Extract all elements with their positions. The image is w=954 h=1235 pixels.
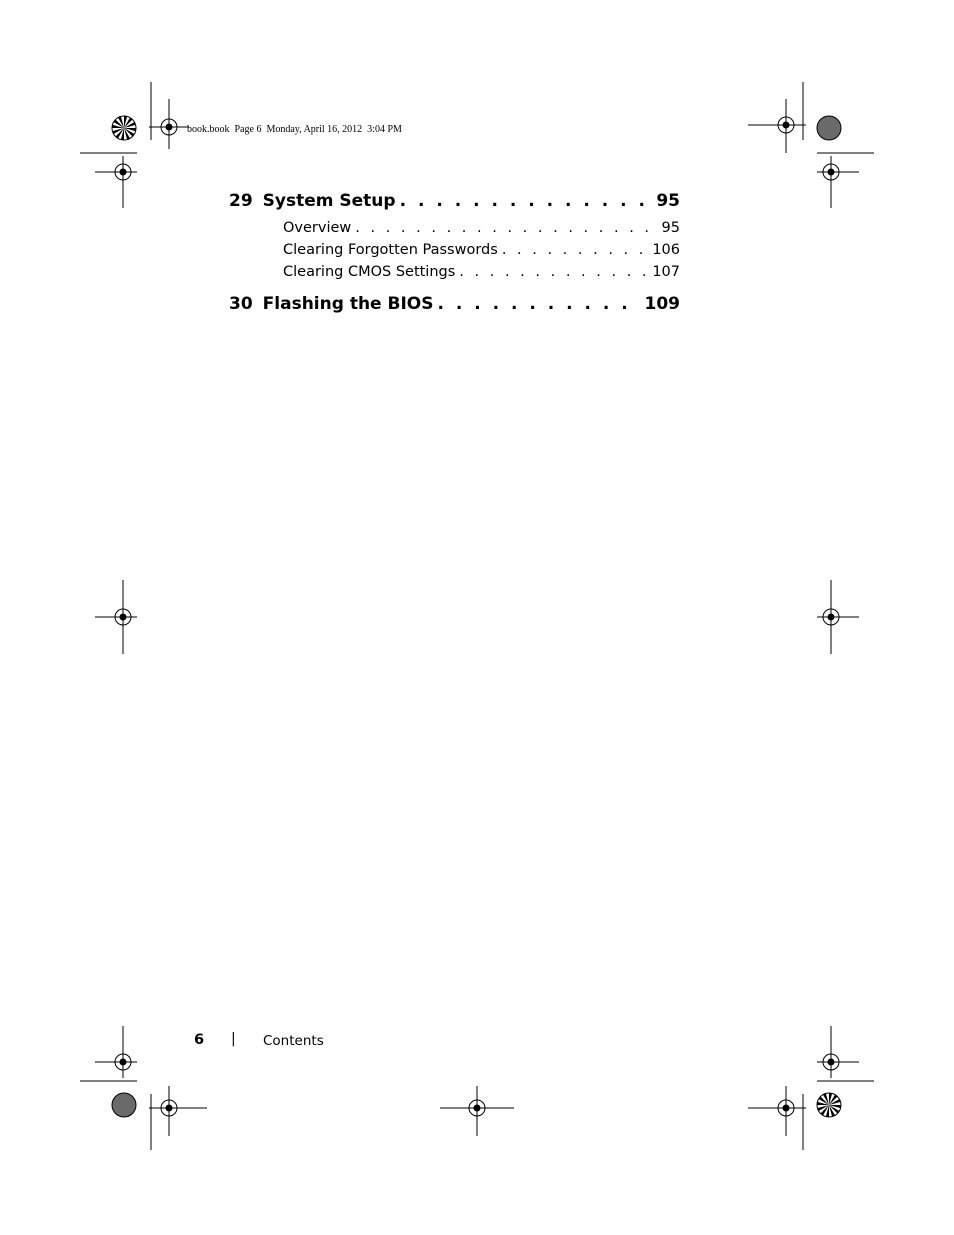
section-page: 107: [652, 264, 680, 280]
footer-section-label: Contents: [263, 1033, 324, 1049]
leader-dots: [355, 220, 657, 236]
chapter-page: 109: [644, 294, 680, 314]
chapter-title: System Setup: [262, 191, 396, 211]
toc-section-row[interactable]: [283, 264, 680, 280]
leader-dots: [400, 191, 653, 211]
section-page: 106: [652, 242, 680, 258]
page-number: 6: [194, 1032, 205, 1048]
chapter-page: 95: [656, 191, 680, 211]
starburst-target-icon: [112, 116, 136, 140]
toc-chapter-row[interactable]: [229, 294, 680, 314]
section-page: 95: [661, 220, 680, 236]
toc-chapter-row[interactable]: [229, 191, 680, 211]
print-slug: book.book Page 6 Monday, April 16, 2012 3:04 PM: [187, 124, 402, 135]
section-title: Overview: [283, 220, 352, 236]
leader-dots: [459, 264, 648, 280]
leader-dots: [502, 242, 649, 258]
section-title: Clearing CMOS Settings: [283, 264, 456, 280]
footer-separator: |: [231, 1031, 236, 1047]
chapter-number: 30: [229, 294, 253, 314]
chapter-title: Flashing the BIOS: [262, 294, 434, 314]
chapter-number: 29: [229, 191, 253, 211]
starburst-target-icon: [817, 1093, 841, 1117]
section-title: Clearing Forgotten Passwords: [283, 242, 498, 258]
toc-section-row[interactable]: [283, 242, 680, 258]
toc-section-row[interactable]: [283, 220, 680, 236]
leader-dots: [437, 294, 640, 314]
